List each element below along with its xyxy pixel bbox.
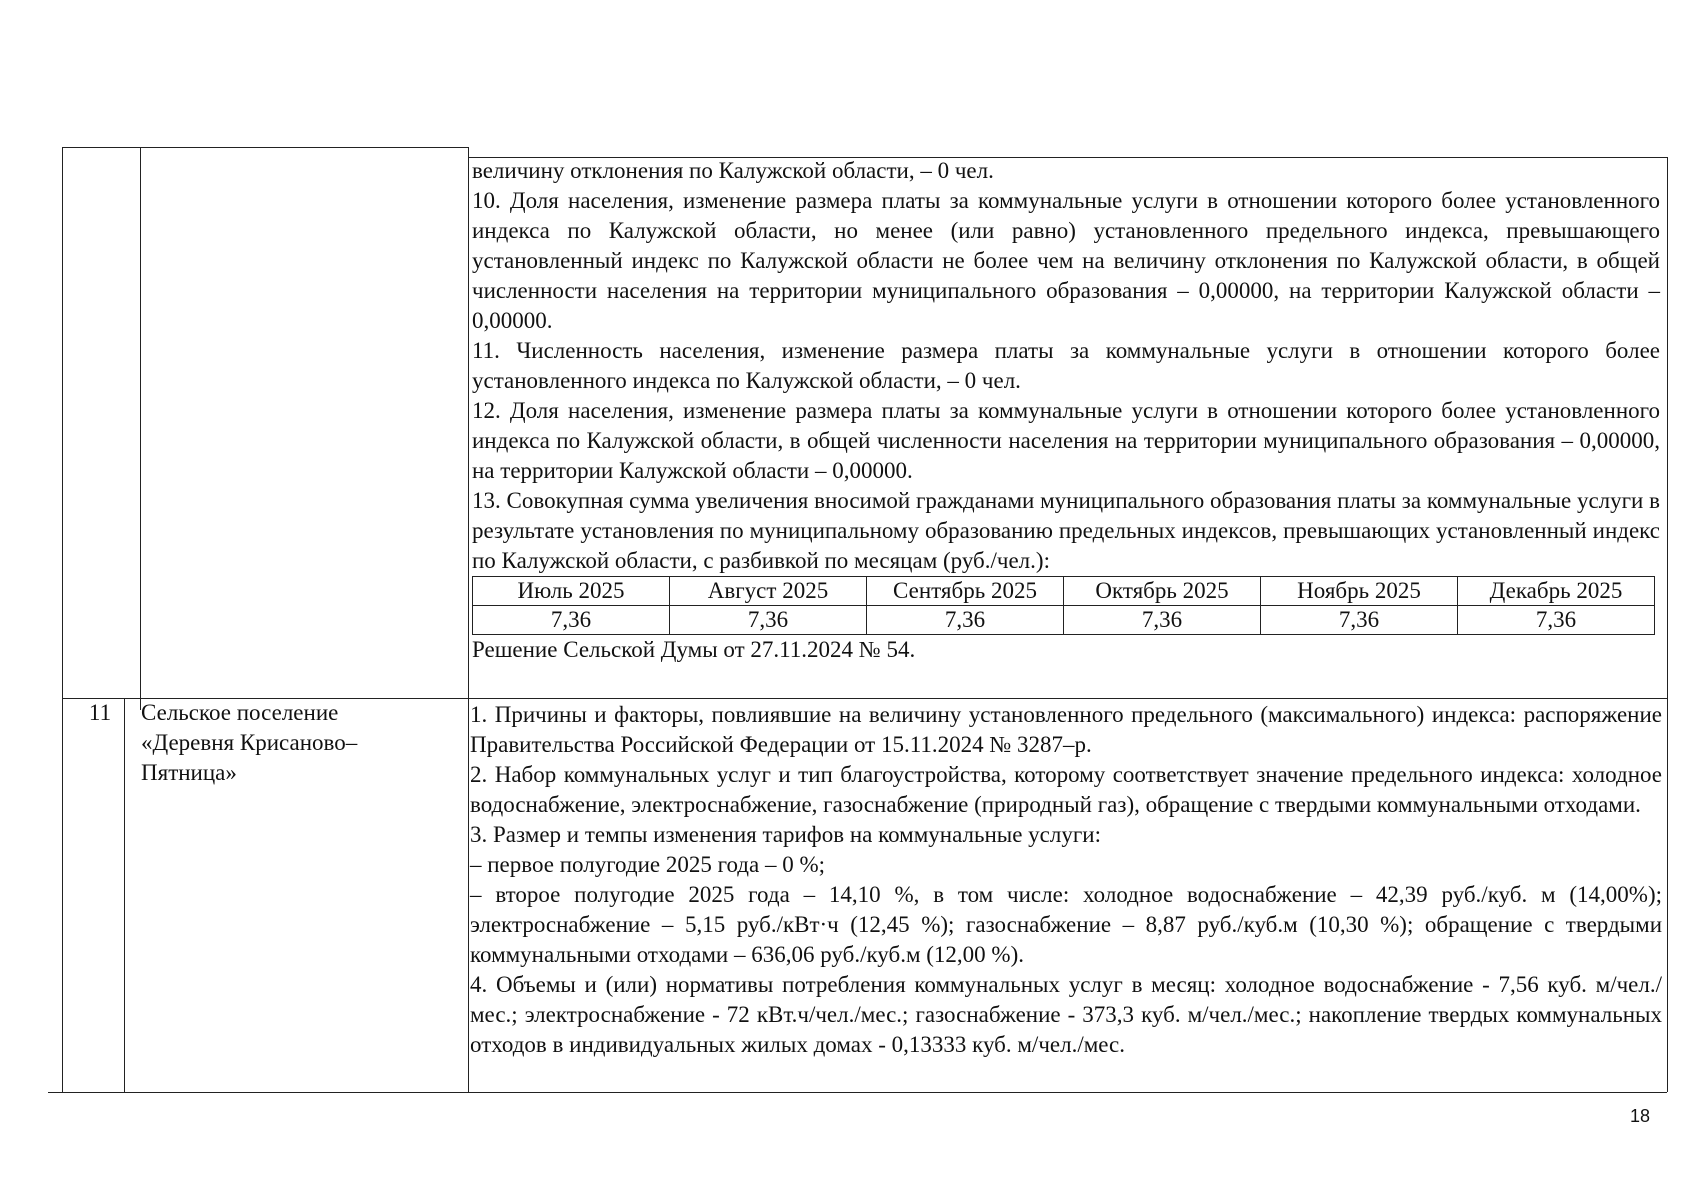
item-11: 11. Численность населения, изменение размера платы за коммунальные услуги в отношении которого более установленного индекса по Калужской области, – 0 чел. — [472, 338, 1660, 393]
row-number: 11 — [88, 700, 112, 725]
continuation-text: величину отклонения по Калужской области, – 0 чел. — [472, 158, 994, 183]
settlement-line: Пятница» — [141, 760, 237, 785]
settlement-line: «Деревня Крисаново– — [141, 730, 358, 755]
column-divider-1 — [140, 147, 141, 710]
month-cell: Август 2025 — [670, 577, 867, 606]
item-3-first-half: – первое полугодие 2025 года – 0 %; — [470, 852, 826, 877]
value-cell: 7,36 — [1458, 606, 1655, 635]
table-top-border — [62, 147, 468, 148]
lower-row-content — [470, 700, 1662, 1060]
upper-row-content — [472, 156, 1660, 665]
item-3-second-half: – второе полугодие 2025 года – 14,10 %, в том числе: холодное водоснабжение – 42,39 руб./куб. м (14,00%); электроснабжение – 5,15 руб./кВт·ч (12,45 %); газоснабжение – 8,87 руб./куб.м (10,30 %); обращение с твердыми коммунальными отходами – 636,06 руб./куб.м (12,00 %). — [470, 882, 1662, 967]
values-row — [473, 606, 1655, 635]
item-10: 10. Доля населения, изменение размера платы за коммунальные услуги в отношении которого более установленного индекса по Калужской области, но менее (или равно) установленного предельного индекса, превышающего установленный индекс по Калужской области не более чем на величину отклонения по Калужской области, в общей численности населения на территории муниципального образования – 0,00000, на территории Калужской области – 0,00000. — [472, 188, 1660, 333]
monthly-amounts-table — [472, 576, 1655, 635]
table-right-border — [1667, 157, 1668, 1092]
item-2: 2. Набор коммунальных услуг и тип благоустройства, которому соответствует значение предельного индекса: холодное водоснабжение, электроснабжение, газоснабжение (природный газ), обращение с твердыми коммунальными отходами. — [470, 762, 1662, 817]
table-left-border — [62, 147, 63, 1092]
value-cell: 7,36 — [670, 606, 867, 635]
value-cell: 7,36 — [1261, 606, 1458, 635]
month-cell: Ноябрь 2025 — [1261, 577, 1458, 606]
months-header-row — [473, 577, 1655, 606]
month-cell: Июль 2025 — [473, 577, 670, 606]
item-4: 4. Объемы и (или) нормативы потребления коммунальных услуг в месяц: холодное водоснабжение - 7,56 куб. м/чел./мес.; электроснабжение - 72 кВт.ч/чел./мес.; газоснабжение - 373,3 куб. м/чел./мес.; накопление твердых коммунальных отходов в индивидуальных жилых домах - 0,13333 куб. м/чел./мес. — [470, 972, 1662, 1057]
month-cell: Октябрь 2025 — [1064, 577, 1261, 606]
decision-text: Решение Сельской Думы от 27.11.2024 № 54. — [472, 637, 916, 662]
item-3: 3. Размер и темпы изменения тарифов на коммунальные услуги: — [470, 822, 1101, 847]
month-cell: Декабрь 2025 — [1458, 577, 1655, 606]
settlement-line: Сельское поселение — [141, 700, 339, 725]
item-13: 13. Совокупная сумма увеличения вносимой гражданами муниципального образования платы за коммунальные услуги в результате установления по муниципальному образованию предельных индексов, превышающих установленный индекс по Калужской области, с разбивкой по месяцам (руб./чел.): — [472, 488, 1660, 573]
value-cell: 7,36 — [867, 606, 1064, 635]
value-cell: 7,36 — [473, 606, 670, 635]
column-divider-1-lower — [124, 698, 125, 1092]
settlement-name — [141, 698, 441, 788]
month-cell: Сентябрь 2025 — [867, 577, 1064, 606]
item-1: 1. Причины и факторы, повлиявшие на величину установленного предельного (максимального) индекса: распоряжение Правительства Российской Федерации от 15.11.2024 № 3287–р. — [470, 702, 1662, 757]
value-cell: 7,36 — [1064, 606, 1261, 635]
table-bottom-border — [48, 1092, 1667, 1093]
item-12: 12. Доля населения, изменение размера платы за коммунальные услуги в отношении которого более установленного индекса по Калужской области, в общей численности населения на территории муниципального образования – 0,00000, на территории Калужской области – 0,00000. — [472, 398, 1660, 483]
column-divider-2 — [468, 147, 469, 1092]
page-number: 18 — [1630, 1106, 1651, 1126]
